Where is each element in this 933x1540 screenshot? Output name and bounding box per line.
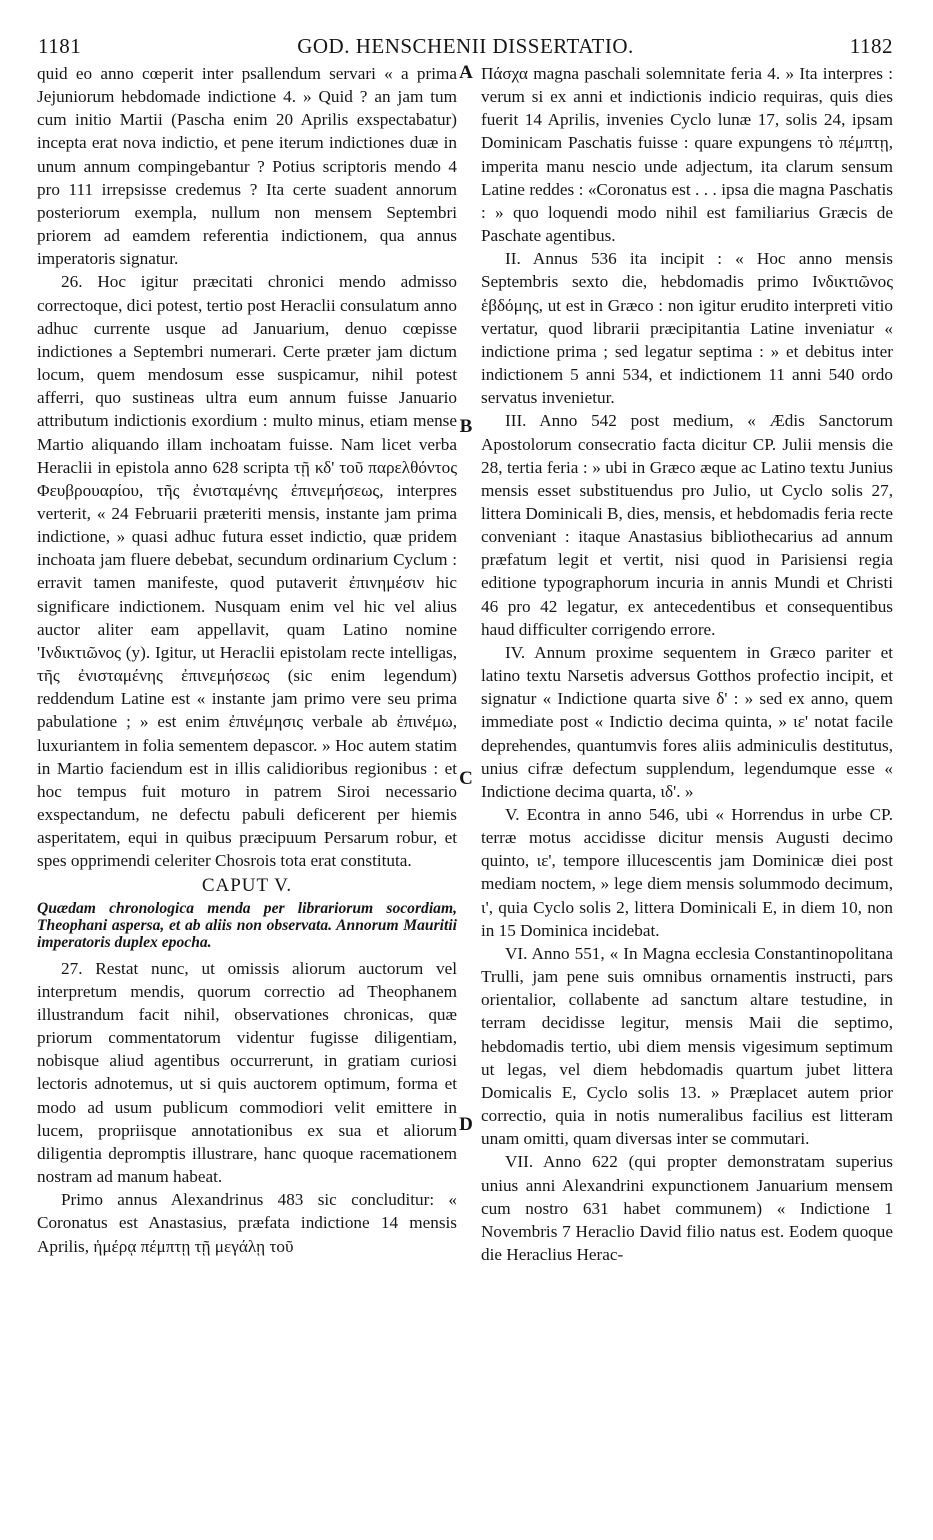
paragraph-iii: III. Anno 542 post medium, « Ædis Sanctorum Apostolorum consecratio facta dicitur CP. Julii mensis die 28, tertia feria : » ubi in Græco æque ac Latino textu Junius mensis esset substituendus pro Julio, ut Cyclo solis 27, littera Dominicali B, dies, mensis, et hebdomadis feria recte conveniant : itaque Anastasius bibliothecarius ad annum præfatum legit et vertit, nisi quod in Parisiensi regia editione typographorum incuria in annis Mundi et Christi 46 pro 42 legatur, ex antecedentibus et consequentibus haud difficulter corrigendo errore.	[481, 411, 893, 639]
paragraph-continuation: quid eo anno cœperit inter psallendum servari « a prima Jejuniorum hebdomade indictione 4. » Quid ? an jam tum cum initio Martii (Pascha enim 20 Aprilis exspectabatur) incepta erat nova indictio, et pene iterum indictiones duæ in unum annum compingebantur ? Potius scriptoris mendo 4 pro 111 irrepsisse credemus ? Ita certe suadent annorum posteriorum exempla, nullum non mensem Septembri priorem ad eamdem referentia indictionem, qua annus imperatoris signatur.	[37, 64, 457, 269]
paragraph-27: 27. Restat nunc, ut omissis aliorum auctorum vel interpretum mendis, quorum correctio ad Theophanem illustrandum facit nihil, observationes chronicas, quæ priorum commentatorum videntur fugisse diligentiam, nobisque aliud agentibus occurrerunt, in gratiam curiosi lectoris adnotemus, ut si quis auctorem optimum, forma et modo ad usum publicum commodiori velit emittere in lucem, propriisque annotationibus ex sua et aliorum diligentia depromptis illustrare, hanc quoque racemationem nostram ad manum habeat.	[37, 958, 457, 1187]
paragraph-v: V. Econtra in anno 546, ubi « Horrendus in urbe CP. terræ motus accidisse dicitur mensis Augusti decimo quinto, ιε', tempore illucescentis jam Dominicæ diei post mediam noctem, » lege diem mensis solummodo decimum, ι', quia Cyclo solis 2, littera Dominicali E, in diem 10, non in 15 Dominica incidebat.	[481, 805, 893, 940]
paragraph-iv: IV. Annum proxime sequentem in Græco pariter et latino textu Narsetis adversus Gotthos profectio incipit, et signatur « Indictione quarta sive δ' : » sed ex anno, quem immediate post « Indictio decima quinta, » ιε' notat facile deprehendes, quantumvis fores aliis adminiculis destitutus, unius cifræ defectum supplendum, legendumque esse « Indictione decima quarta, ιδ'. »	[481, 642, 893, 801]
paragraph-primo: Primo annus Alexandrinus 483 sic concluditur: « Coronatus est Anastasius, præfata indictione 14 mensis Aprilis, ἡμέρᾳ πέμπτῃ τῇ μεγάλῃ τοῦ	[37, 1190, 457, 1256]
right-column	[481, 62, 893, 1266]
chapter-heading: CAPUT V.	[201, 875, 293, 897]
paragraph-continuation-right: Πάσχα magna paschali solemnitate feria 4. » Ita interpres : verum si ex anni et indictionis indicio requiras, quis dies fuerit 14 Aprilis, invenies Cyclo lunæ 17, solis 24, ipsam Dominicam Paschatis fuisse : quare expungens τὸ πέμπτῃ, imperita manu nescio unde adjectum, ita clarum sensum Latine reddes : «Coronatus est . . . ipsa die magna Paschatis : » quo loquendi modo nihil est familiarius Græcis de Paschate agentibus.	[481, 64, 893, 246]
running-title: GOD. HENSCHENII DISSERTATIO.	[297, 34, 634, 58]
left-column	[37, 62, 457, 1258]
margin-mark-a: A	[459, 62, 473, 83]
paragraph-vii: VII. Anno 622 (qui propter demonstratam superius unius anni Alexandrini expunctionem Januarium mensem cum nostro 631 habet communem) « Indictione 1 Novembris 7 Heraclio David filio natus est. Eodem quoque die Heraclius Herac-	[481, 1152, 893, 1264]
paragraph-ii: II. Annus 536 ita incipit : « Hoc anno mensis Septembris sexto die, hebdomadis primo Ινδικτιῶνος ἑβδόμης, ut est in Græco : non igitur erudito interpreti vitio vertatur, quod librarii præcipitantia Latine inveniatur « indictione prima ; sed legatur septima : » et debitus inter indictionem 5 anni 534, et indictionem 11 anni 540 ordo servatus invenietur.	[481, 249, 893, 408]
chapter-summary: Quædam chronologica menda per librariorum socordiam, Theophani aspersa, et ab aliis non observata. Annorum Mauritii imperatoris duplex epocha.	[37, 899, 457, 951]
running-header	[38, 34, 893, 62]
page-number-right: 1182	[849, 34, 893, 58]
page-number-left: 1181	[38, 34, 82, 58]
margin-mark-c: C	[459, 768, 473, 789]
paragraph-26: 26. Hoc igitur præcitati chronici mendo admisso correctoque, dici potest, tertio post Heraclii consulatum anno adhuc currente usque ad Januarium, denuo cœpisse indictiones a Septembri numerari. Certe præter jam dictum locum, quem mendosum esse suspicamur, nihil potest afferri, quo sustineas ultra eum annum fuisse Januario attributum indictionis exordium : multo minus, etiam mense Martio aliquando illam inchoatam fuisse. Nam licet verba Heraclii in epistola anno 628 scripta τῇ κδ' τοῦ παρελθόντος Φευβρουαρίου, τῆς ἐνισταμένης ἐπινεμήσεως, interpres verterit, « 24 Februarii præteriti mensis, instante jam prima indictione, » quasi adhuc futura esset indictio, quæ pridem inchoata jam fluere debebat, secundum ordinarium Cyclum : erravit tamen manifeste, quod putaverit ἐπινημέσιν hic significare indictionem. Nusquam enim vel hic vel alius auctor aliter eam appellavit, quam Latino nomine 'Ινδικτιῶνος (y). Igitur, ut Heraclii epistolam recte intelligas, τῆς ἐνισταμένης ἐπινεμήσεως (sic enim legendum) reddendum Latine est « instante jam primo vere seu prima pabulatione ; » est enim ἐπινέμησις verbale ab ἐπινέμω, luxuriantem in folia sementem depascor. » Hoc autem statim in Martio faciendum est in illis calidioribus regionibus : et hoc tempus fuit moturo in patrem Siroi necessario exspectandum, ne defectu pabuli deficerent per hiemis asperitatem, equi in quibus præcipuum Persarum robur, et spes opprimendi celeriter Chosrois tota erat constituta.	[37, 272, 457, 871]
paragraph-vi: VI. Anno 551, « In Magna ecclesia Constantinopolitana Trulli, jam pene suis omnibus ornamentis instructi, pars orientalior, collabente ad sanctum altare testudine, in terram decidisse legitur, mensis Maii die septimo, hebdomadis tertio, ubi diem mensis vigesimum septimum ut legas, vel diem hebdomadis quartum jubet littera Domicalis E, Cyclo solis 13. » Præplacet autem prior correctio, quia in notis numeralibus facilius est litteram unam omitti, quam diversas inter se commutari.	[481, 943, 893, 1149]
margin-mark-b: B	[459, 416, 473, 437]
margin-mark-d: D	[459, 1114, 473, 1135]
